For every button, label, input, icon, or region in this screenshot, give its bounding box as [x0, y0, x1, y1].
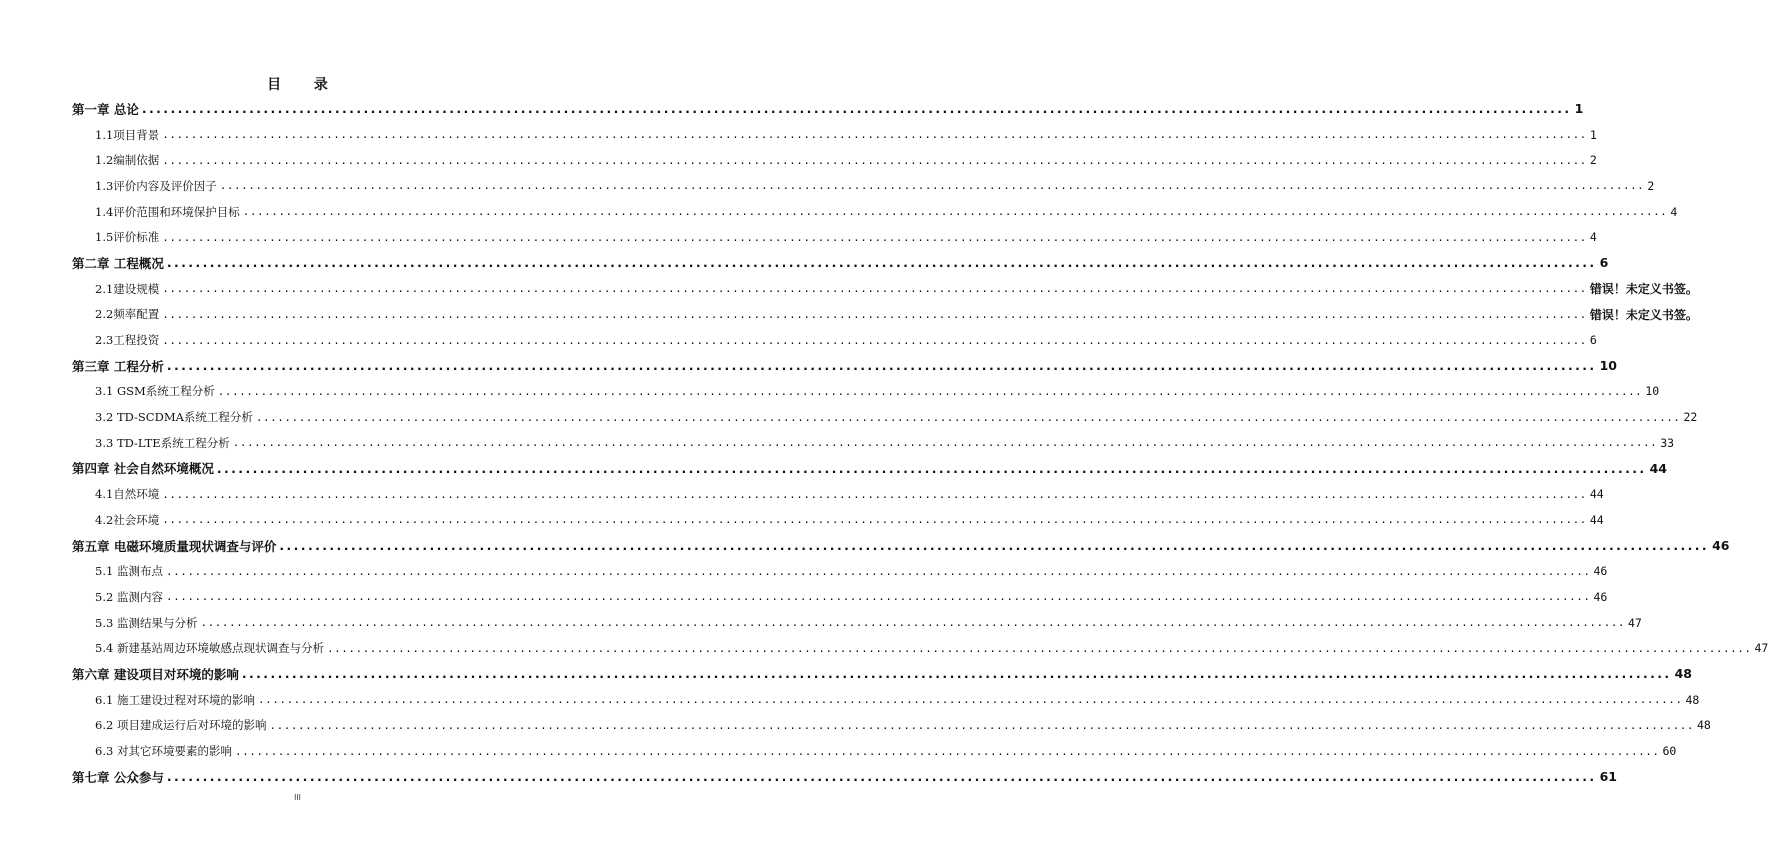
- toc-section-entry[interactable]: [72, 224, 1597, 250]
- toc-entry-label: 第五章 电磁环境质量现状调查与评价: [72, 538, 277, 554]
- toc-dot-leader: ........................................................................................................................................................................................................: [165, 564, 1591, 578]
- toc-entry-label: 2.3工程投资: [95, 333, 160, 348]
- toc-entry-label: 1.1项目背景: [95, 127, 160, 142]
- toc-page-number: 4: [1589, 230, 1597, 245]
- toc-dot-leader: ........................................................................................................................................................................................................: [217, 384, 1643, 398]
- toc-page-number: 6: [1599, 255, 1609, 271]
- toc-bookmark-error: 错误！未定义书签。: [1589, 307, 1698, 322]
- toc-entry-label: 3.1 GSM系统工程分析: [95, 384, 215, 399]
- toc-chapter-entry[interactable]: [72, 661, 1692, 687]
- toc-page-number: 44: [1589, 512, 1604, 527]
- toc-page-number: 10: [1645, 384, 1660, 399]
- toc-page-number: 44: [1649, 460, 1667, 476]
- toc-section-entry[interactable]: [72, 173, 1655, 199]
- toc-page-number: 46: [1593, 589, 1608, 604]
- toc-dot-leader: ........................................................................................................................................................................................................: [162, 230, 1587, 244]
- toc-page-number: 44: [1589, 487, 1604, 502]
- toc-chapter-entry[interactable]: [72, 456, 1667, 482]
- toc-section-entry[interactable]: [72, 687, 1700, 713]
- toc-entry-label: 1.2编制依据: [95, 153, 160, 168]
- toc-entry-label: 5.4 新建基站周边环境敏感点现状调查与分析: [95, 641, 324, 656]
- toc-entry-label: 6.1 施工建设过程对环境的影响: [95, 692, 255, 707]
- toc-dot-leader: ........................................................................................................................................................................................................: [162, 513, 1587, 527]
- toc-chapter-entry[interactable]: [72, 764, 1617, 790]
- toc-entry-label: 第四章 社会自然环境概况: [72, 461, 214, 477]
- toc-section-entry[interactable]: [72, 404, 1698, 430]
- toc-dot-leader: ........................................................................................................................................................................................................: [255, 410, 1681, 424]
- toc-dot-leader: ........................................................................................................................................................................................................: [219, 179, 1645, 193]
- toc-dot-leader: ........................................................................................................................................................................................................: [232, 436, 1658, 450]
- toc-entry-label: 第三章 工程分析: [72, 358, 164, 374]
- toc-page-number: 2: [1589, 153, 1597, 168]
- toc-dot-leader: ........................................................................................................................................................................................................: [162, 282, 1587, 296]
- toc-dot-leader: ........................................................................................................................................................................................................: [257, 693, 1683, 707]
- toc-chapter-entry[interactable]: [72, 250, 1609, 276]
- toc-section-entry[interactable]: [72, 610, 1642, 636]
- toc-dot-leader: ........................................................................................................................................................................................................: [166, 769, 1597, 785]
- toc-page-number: 10: [1599, 358, 1617, 374]
- toc-section-entry[interactable]: [72, 507, 1604, 533]
- toc-section-entry[interactable]: [72, 481, 1604, 507]
- toc-dot-leader: ........................................................................................................................................................................................................: [162, 487, 1587, 501]
- toc-section-entry[interactable]: [72, 147, 1597, 173]
- toc-entry-label: 4.2社会环境: [95, 512, 160, 527]
- toc-entry-label: 5.2 监测内容: [95, 589, 163, 604]
- toc-entry-label: 1.3评价内容及评价因子: [95, 178, 217, 193]
- toc-section-entry[interactable]: [72, 379, 1660, 405]
- toc-page-number: 47: [1627, 615, 1642, 630]
- toc-entry-label: 2.2频率配置: [95, 307, 160, 322]
- toc-dot-leader: ........................................................................................................................................................................................................: [242, 205, 1668, 219]
- toc-entry-label: 第一章 总论: [72, 101, 139, 117]
- toc-page-number: 1: [1574, 101, 1584, 117]
- toc-entry-label: 6.3 对其它环境要素的影响: [95, 744, 232, 759]
- toc-dot-leader: ........................................................................................................................................................................................................: [166, 358, 1597, 374]
- toc-page-number: 6: [1589, 333, 1597, 348]
- toc-dot-leader: ........................................................................................................................................................................................................: [326, 641, 1752, 655]
- toc-dot-leader: ........................................................................................................................................................................................................: [216, 460, 1647, 476]
- toc-dot-leader: ........................................................................................................................................................................................................: [165, 590, 1591, 604]
- toc-section-entry[interactable]: [72, 327, 1597, 353]
- toc-dot-leader: ........................................................................................................................................................................................................: [162, 153, 1587, 167]
- toc-entry-label: 5.1 监测布点: [95, 564, 163, 579]
- toc-entry-label: 6.2 项目建成运行后对环境的影响: [95, 718, 267, 733]
- toc-dot-leader: ........................................................................................................................................................................................................: [234, 744, 1660, 758]
- toc-dot-leader: ........................................................................................................................................................................................................: [269, 718, 1694, 732]
- toc-entry-label: 2.1建设规模: [95, 281, 160, 296]
- toc-entry-label: 第六章 建设项目对环境的影响: [72, 666, 239, 682]
- toc-dot-leader: ........................................................................................................................................................................................................: [241, 666, 1672, 682]
- toc-section-entry[interactable]: [72, 584, 1608, 610]
- toc-section-entry[interactable]: [72, 122, 1597, 148]
- toc-page-number: 48: [1685, 692, 1700, 707]
- toc-page-number: 48: [1674, 666, 1692, 682]
- toc-section-entry[interactable]: [72, 276, 1698, 302]
- toc-entry-label: 1.4评价范围和环境保护目标: [95, 204, 240, 219]
- toc-entry-label: 5.3 监测结果与分析: [95, 615, 198, 630]
- toc-section-entry[interactable]: [72, 635, 1768, 661]
- toc-entry-label: 1.5评价标准: [95, 230, 160, 245]
- toc-page-number: 33: [1660, 435, 1675, 450]
- toc-page-number: 1: [1589, 127, 1597, 142]
- toc-entry-label: 3.3 TD-LTE系统工程分析: [95, 435, 230, 450]
- table-of-contents: [72, 96, 1768, 790]
- toc-page-number: 48: [1696, 718, 1711, 733]
- toc-dot-leader: ........................................................................................................................................................................................................: [162, 307, 1587, 321]
- toc-section-entry[interactable]: [72, 738, 1677, 764]
- toc-page-number: 60: [1662, 744, 1677, 759]
- toc-section-entry[interactable]: [72, 713, 1711, 739]
- toc-entry-label: 第二章 工程概况: [72, 255, 164, 271]
- toc-page-number: 61: [1599, 769, 1617, 785]
- toc-dot-leader: ........................................................................................................................................................................................................: [141, 101, 1572, 117]
- toc-page-number: 46: [1593, 564, 1608, 579]
- toc-section-entry[interactable]: [72, 430, 1675, 456]
- page-number-footer: III: [294, 793, 301, 802]
- toc-dot-leader: ........................................................................................................................................................................................................: [279, 538, 1710, 554]
- toc-page-number: 22: [1683, 410, 1698, 425]
- toc-entry-label: 第七章 公众参与: [72, 769, 164, 785]
- toc-dot-leader: ........................................................................................................................................................................................................: [166, 255, 1597, 271]
- toc-chapter-entry[interactable]: [72, 96, 1584, 122]
- toc-section-entry[interactable]: [72, 302, 1698, 328]
- page-title: 目 录: [267, 77, 342, 93]
- toc-chapter-entry[interactable]: [72, 533, 1730, 559]
- toc-chapter-entry[interactable]: [72, 353, 1617, 379]
- toc-entry-label: 4.1自然环境: [95, 487, 160, 502]
- toc-dot-leader: ........................................................................................................................................................................................................: [162, 128, 1587, 142]
- toc-dot-leader: ........................................................................................................................................................................................................: [162, 333, 1587, 347]
- toc-entry-label: 3.2 TD-SCDMA系统工程分析: [95, 410, 253, 425]
- toc-dot-leader: ........................................................................................................................................................................................................: [200, 616, 1625, 630]
- toc-page-number: 47: [1754, 641, 1768, 656]
- toc-section-entry[interactable]: [72, 558, 1608, 584]
- toc-bookmark-error: 错误！未定义书签。: [1589, 282, 1698, 297]
- toc-section-entry[interactable]: [72, 199, 1678, 225]
- toc-page-number: 4: [1670, 204, 1678, 219]
- toc-page-number: 46: [1712, 538, 1730, 554]
- toc-page-number: 2: [1647, 178, 1655, 193]
